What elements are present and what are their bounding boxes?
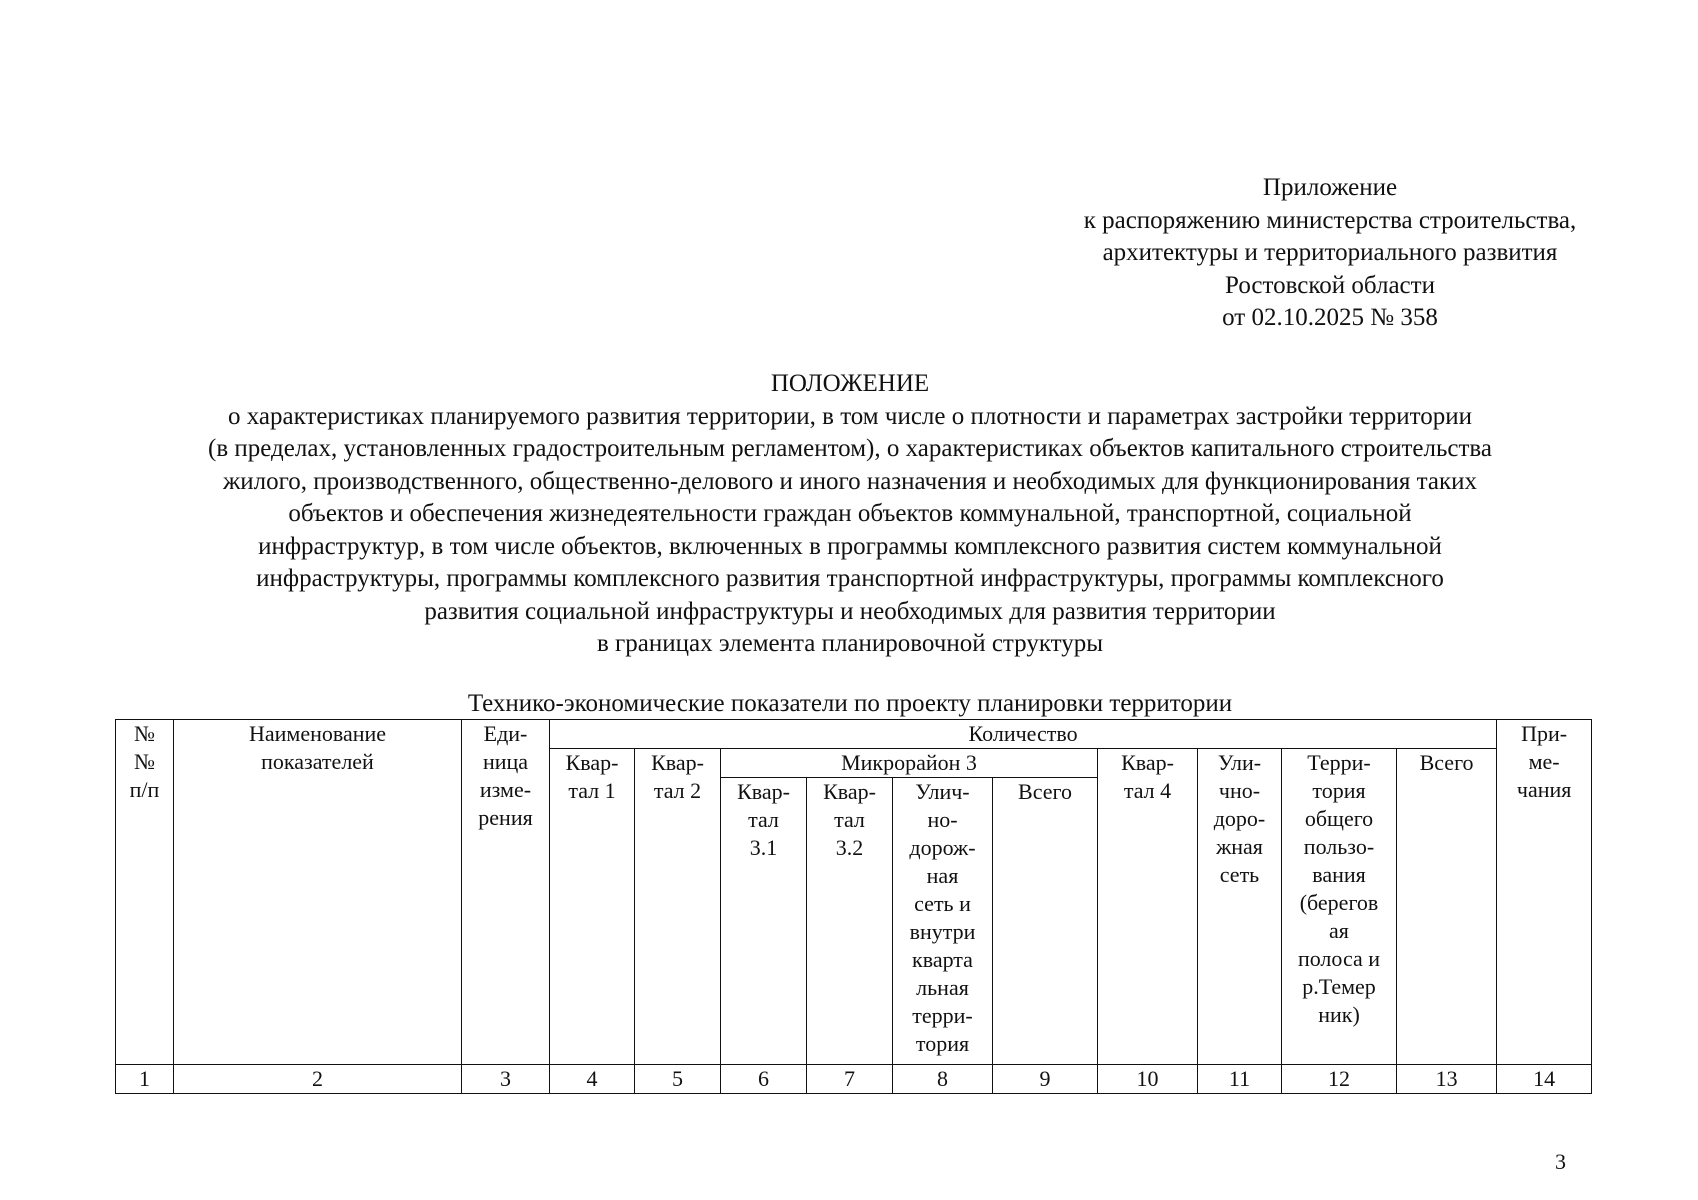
column-number-cell: 14	[1497, 1065, 1592, 1094]
column-number-cell: 5	[635, 1065, 721, 1094]
column-number-row	[116, 1065, 1592, 1094]
header-cell-kvartal-2: Квар- тал 2	[635, 749, 721, 1065]
appendix-line: от 02.10.2025 № 358	[1222, 304, 1438, 331]
column-number-cell: 12	[1282, 1065, 1397, 1094]
column-number-cell: 1	[116, 1065, 174, 1094]
header-cell-notes: При- ме- чания	[1497, 720, 1592, 1065]
header-cell-num: № № п/п	[116, 720, 174, 1065]
column-number-cell: 11	[1198, 1065, 1282, 1094]
document-title: ПОЛОЖЕНИЕ	[770, 370, 930, 397]
heading-line: объектов и обеспечения жизнедеятельности граждан объектов коммунальной, транспортной, социальной	[288, 500, 1412, 527]
heading-line: (в пределах, установленных градостроительным регламентом), о характеристиках объектов капитального строительства	[208, 435, 1492, 462]
header-cell-name: Наименование показателей	[174, 720, 462, 1065]
header-cell-public-territory: Терри- тория общего пользо- вания (берегов ая полоса и р.Темер ник)	[1282, 749, 1397, 1065]
appendix-line: архитектуры и территориального развития	[1102, 239, 1558, 266]
heading-line: инфраструктуры, программы комплексного развития транспортной инфраструктуры, программы комплексного	[256, 565, 1444, 592]
header-cell-street-network: Ули- чно- доро- жная сеть	[1198, 749, 1282, 1065]
header-cell-total: Всего	[1397, 749, 1497, 1065]
header-cell-microdistrict-3: Микрорайон 3	[721, 749, 1098, 778]
page-number: 3	[1555, 1149, 1566, 1174]
column-number-cell: 7	[807, 1065, 893, 1094]
header-cell-kvartal-3-1: Квар- тал 3.1	[721, 778, 807, 1065]
column-number-cell: 13	[1397, 1065, 1497, 1094]
column-number-cell: 4	[550, 1065, 635, 1094]
appendix-block	[980, 172, 1680, 335]
appendix-line: Приложение	[1262, 174, 1398, 201]
header-cell-unit: Еди- ница изме- рения	[462, 720, 550, 1065]
header-cell-kvartal-1: Квар- тал 1	[550, 749, 635, 1065]
column-number-cell: 10	[1098, 1065, 1198, 1094]
heading-line: в границах элемента планировочной структуры	[596, 630, 1104, 657]
heading-line: о характеристиках планируемого развития территории, в том числе о плотности и параметрах застройки территории	[227, 402, 1473, 430]
header-cell-street-network-inner: Улич- но- дорож- ная сеть и внутри кварта льная терри- тория	[893, 778, 993, 1065]
column-number-cell: 2	[174, 1065, 462, 1094]
header-cell-kvartal-4: Квар- тал 4	[1098, 749, 1198, 1065]
column-number-cell: 3	[462, 1065, 550, 1094]
column-number-cell: 6	[721, 1065, 807, 1094]
column-number-cell: 9	[993, 1065, 1098, 1094]
header-cell-kvartal-3-2: Квар- тал 3.2	[807, 778, 893, 1065]
heading-line: развития социальной инфраструктуры и необходимых для развития территории	[424, 597, 1276, 625]
header-cell-micro-total: Всего	[993, 778, 1098, 1065]
header-cell-quantity: Количество	[550, 720, 1497, 749]
appendix-line: Ростовской области	[1225, 271, 1435, 299]
indicators-table	[115, 719, 1592, 1094]
appendix-line: к распоряжению министерства строительства,	[1083, 206, 1577, 234]
heading-line: жилого, производственного, общественно-делового и иного назначения и необходимых для функционирования таких	[223, 467, 1477, 495]
table-caption: Технико-экономические показатели по проекту планировки территории	[467, 690, 1233, 717]
heading-line: инфраструктур, в том числе объектов, включенных в программы комплексного развития систем коммунальной	[258, 532, 1442, 560]
header-row	[116, 720, 1592, 749]
column-number-cell: 8	[893, 1065, 993, 1094]
document-heading	[100, 368, 1600, 661]
